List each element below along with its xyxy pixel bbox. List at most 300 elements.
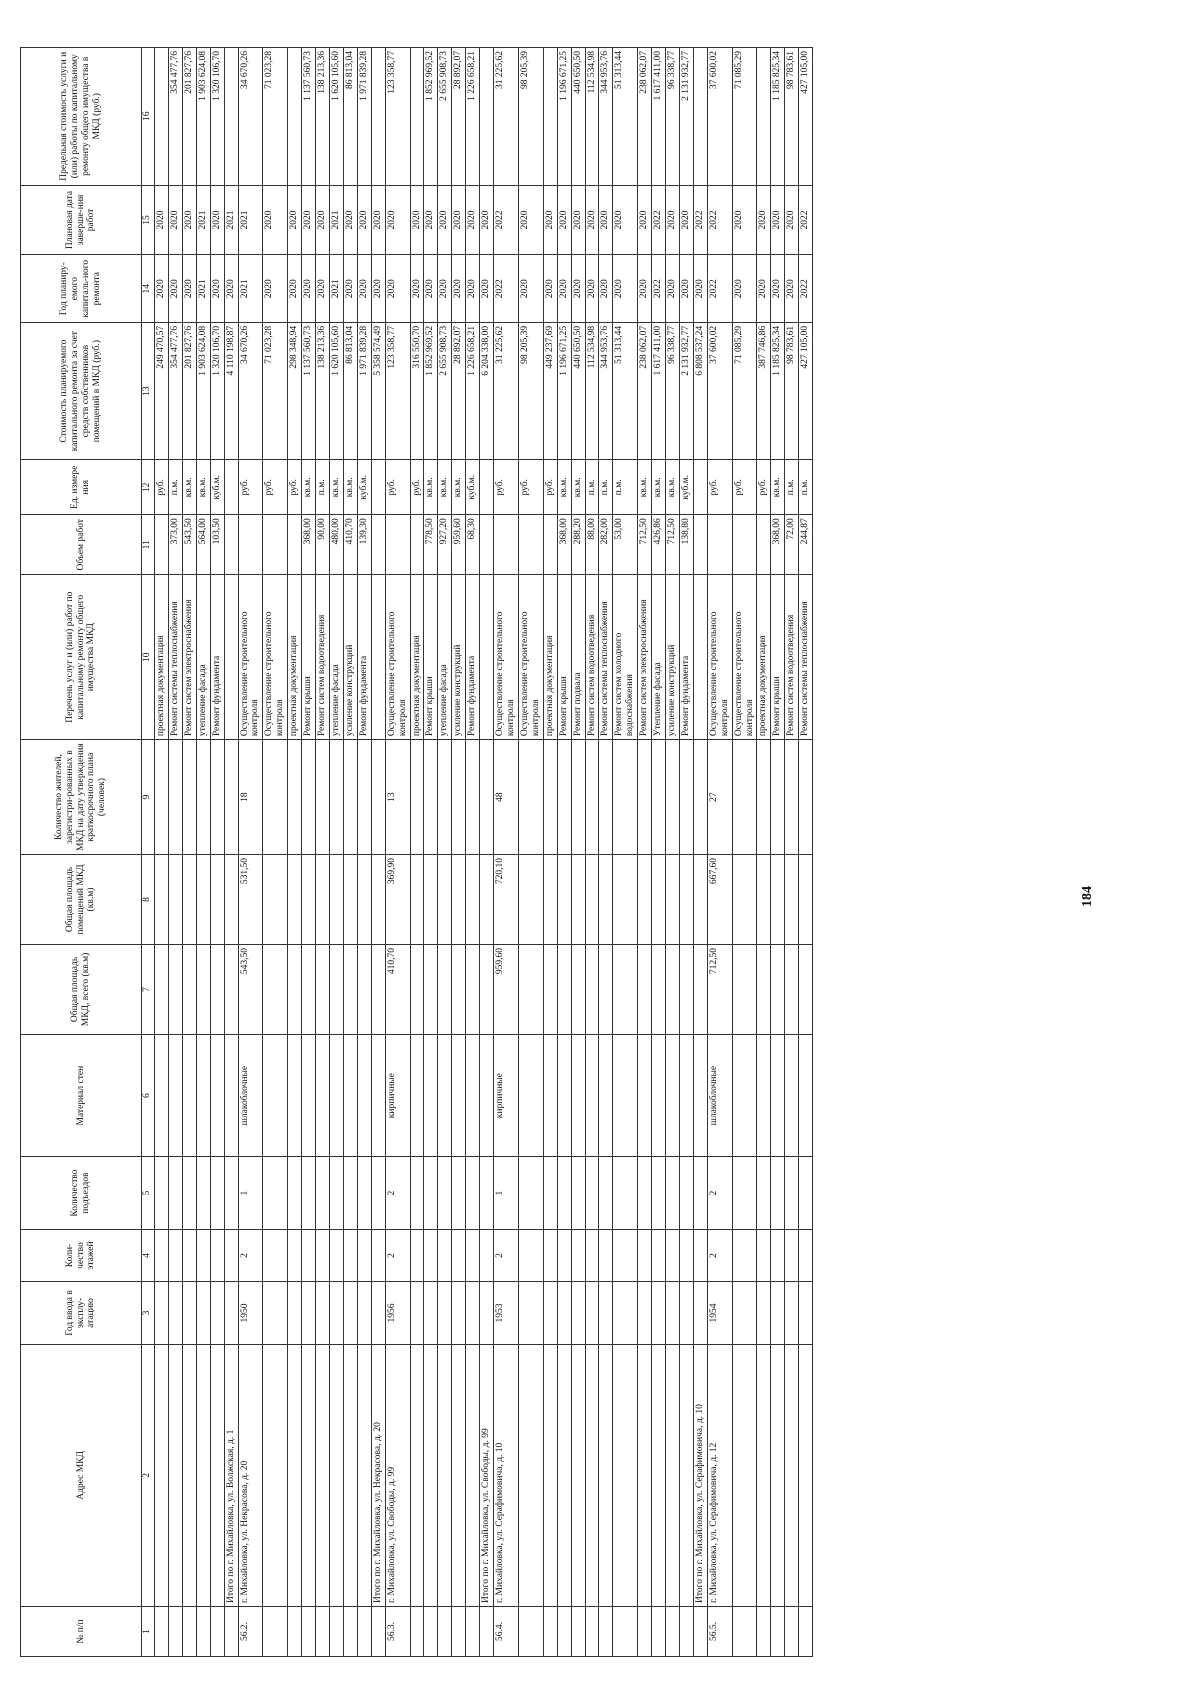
unit-cell: п.м. (785, 460, 799, 515)
cost-limit-cell: 51 313,44 (613, 48, 638, 186)
work-volume-cell (707, 515, 732, 575)
wall-material-cell (182, 1034, 196, 1156)
entrances-cell (799, 1157, 813, 1229)
year-built-cell (263, 1282, 288, 1344)
row-number-cell (466, 1607, 480, 1657)
row-number-cell (652, 1607, 666, 1657)
unit-cell: кв.м. (196, 460, 210, 515)
column-header: Ед. измере ния (21, 460, 142, 515)
unit-cell: п.м. (613, 460, 638, 515)
wall-material-cell (543, 1034, 557, 1156)
floors-cell (316, 1229, 330, 1281)
entrances-cell: 1 (238, 1157, 263, 1229)
cost-limit-cell (757, 48, 771, 186)
total-area-cell (196, 944, 210, 1034)
entrances-cell (518, 1157, 543, 1229)
total-area-cell (543, 944, 557, 1034)
floors-cell (263, 1229, 288, 1281)
table-row (385, 48, 410, 1657)
table-row (288, 48, 302, 1657)
floors-cell (196, 1229, 210, 1281)
plan-year-cell: 2020 (466, 255, 480, 322)
premises-area-cell (329, 855, 343, 945)
wall-material-cell (196, 1034, 210, 1156)
premises-area-cell (666, 855, 680, 945)
total-area-cell (638, 944, 652, 1034)
row-number-cell (799, 1607, 813, 1657)
residents-cell (452, 740, 466, 855)
year-built-cell (466, 1282, 480, 1344)
work-type-cell: Ремонт систем электроснабжения (638, 575, 652, 740)
cost-limit-cell: 31 225,62 (494, 48, 519, 186)
plan-year-cell: 2020 (371, 255, 385, 322)
table-row (466, 48, 480, 1657)
work-type-cell: утепление фасада (196, 575, 210, 740)
cost-cell: 51 313,44 (613, 322, 638, 459)
floors-cell (371, 1229, 385, 1281)
completion-year-cell: 2020 (385, 185, 410, 255)
unit-cell: п.м. (585, 460, 599, 515)
row-number-cell (571, 1607, 585, 1657)
year-built-cell (452, 1282, 466, 1344)
column-number: 15 (142, 185, 155, 255)
wall-material-cell (771, 1034, 785, 1156)
total-area-cell (316, 944, 330, 1034)
wall-material-cell (732, 1034, 757, 1156)
plan-year-cell: 2020 (638, 255, 652, 322)
cost-cell: 316 550,70 (410, 322, 424, 459)
cost-cell: 123 358,77 (385, 322, 410, 459)
unit-cell: руб. (518, 460, 543, 515)
plan-year-cell: 2020 (424, 255, 438, 322)
column-number: 12 (142, 460, 155, 515)
premises-area-cell (224, 855, 238, 945)
work-volume-cell: 368,00 (557, 515, 571, 575)
work-type-cell: Ремонт системы теплоснабжения (599, 575, 613, 740)
cost-cell: 427 105,00 (799, 322, 813, 459)
wall-material-cell (480, 1034, 494, 1156)
column-header: Коли-чество этажей (21, 1229, 142, 1281)
completion-year-cell: 2020 (666, 185, 680, 255)
floors-cell (585, 1229, 599, 1281)
completion-year-cell: 2022 (707, 185, 732, 255)
work-volume-cell: 68,30 (466, 515, 480, 575)
completion-year-cell: 2020 (679, 185, 693, 255)
work-volume-cell (385, 515, 410, 575)
table-row (543, 48, 557, 1657)
work-volume-cell: 288,20 (571, 515, 585, 575)
work-volume-cell: 712,50 (638, 515, 652, 575)
premises-area-cell (466, 855, 480, 945)
work-volume-cell (518, 515, 543, 575)
cost-limit-cell: 71 085,29 (732, 48, 757, 186)
premises-area-cell (652, 855, 666, 945)
completion-year-cell: 2020 (613, 185, 638, 255)
year-built-cell (693, 1282, 707, 1344)
unit-cell: п.м. (799, 460, 813, 515)
completion-year-cell: 2020 (357, 185, 371, 255)
entrances-cell (693, 1157, 707, 1229)
total-area-cell (613, 944, 638, 1034)
plan-year-cell: 2020 (385, 255, 410, 322)
column-header: № п/п (21, 1607, 142, 1657)
premises-area-cell (693, 855, 707, 945)
premises-area-cell (480, 855, 494, 945)
wall-material-cell (571, 1034, 585, 1156)
premises-area-cell (410, 855, 424, 945)
plan-year-cell: 2020 (410, 255, 424, 322)
cost-limit-cell: 86 813,04 (343, 48, 357, 186)
cost-limit-cell: 1 617 411,00 (652, 48, 666, 186)
entrances-cell (224, 1157, 238, 1229)
plan-year-cell: 2020 (302, 255, 316, 322)
completion-year-cell: 2020 (785, 185, 799, 255)
header-row (21, 48, 142, 1657)
completion-year-cell: 2021 (196, 185, 210, 255)
residents-cell (302, 740, 316, 855)
address-cell (543, 1344, 557, 1606)
plan-year-cell: 2020 (224, 255, 238, 322)
table-row (480, 48, 494, 1657)
address-cell (288, 1344, 302, 1606)
premises-area-cell (679, 855, 693, 945)
unit-cell: кв.м. (182, 460, 196, 515)
cost-cell: 1 226 658,21 (466, 322, 480, 459)
plan-year-cell: 2021 (329, 255, 343, 322)
wall-material-cell (666, 1034, 680, 1156)
unit-cell: п.м. (168, 460, 182, 515)
total-area-cell (518, 944, 543, 1034)
completion-year-cell: 2022 (494, 185, 519, 255)
residents-cell (757, 740, 771, 855)
column-number: 14 (142, 255, 155, 322)
total-area-cell (357, 944, 371, 1034)
entrances-cell (155, 1157, 169, 1229)
work-type-cell: проектная документация (155, 575, 169, 740)
column-header: Плановая дата заверше-ния работ (21, 185, 142, 255)
work-volume-cell: 373,00 (168, 515, 182, 575)
total-area-cell (571, 944, 585, 1034)
total-area-cell: 410,70 (385, 944, 410, 1034)
residents-cell (557, 740, 571, 855)
address-cell: Итого по г. Михайловка, ул. Волжская, д. 1 (224, 1344, 238, 1606)
wall-material-cell (210, 1034, 224, 1156)
wall-material-cell (466, 1034, 480, 1156)
row-number-cell (196, 1607, 210, 1657)
wall-material-cell (288, 1034, 302, 1156)
row-number-cell (666, 1607, 680, 1657)
table-row (224, 48, 238, 1657)
residents-cell (613, 740, 638, 855)
table-row (302, 48, 316, 1657)
residents-cell: 48 (494, 740, 519, 855)
completion-year-cell: 2020 (543, 185, 557, 255)
work-type-cell (693, 575, 707, 740)
work-type-cell (371, 575, 385, 740)
row-number-cell (182, 1607, 196, 1657)
completion-year-cell: 2020 (168, 185, 182, 255)
address-cell (196, 1344, 210, 1606)
year-built-cell: 1950 (238, 1282, 263, 1344)
address-cell (438, 1344, 452, 1606)
entrances-cell (452, 1157, 466, 1229)
floors-cell (557, 1229, 571, 1281)
address-cell: г. Михайловка, ул. Серафимовича, д. 10 (494, 1344, 519, 1606)
work-volume-cell: 564,00 (196, 515, 210, 575)
work-type-cell: проектная документация (410, 575, 424, 740)
year-built-cell (424, 1282, 438, 1344)
column-header: Материал стен (21, 1034, 142, 1156)
year-built-cell (771, 1282, 785, 1344)
floors-cell (693, 1229, 707, 1281)
premises-area-cell (263, 855, 288, 945)
work-volume-cell (757, 515, 771, 575)
wall-material-cell (518, 1034, 543, 1156)
floors-cell (452, 1229, 466, 1281)
row-number-cell (480, 1607, 494, 1657)
wall-material-cell: кирпичные (494, 1034, 519, 1156)
column-header: Общая площадь МКД, всего (кв.м) (21, 944, 142, 1034)
plan-year-cell: 2020 (438, 255, 452, 322)
unit-cell: руб. (238, 460, 263, 515)
premises-area-cell: 531,50 (238, 855, 263, 945)
address-cell (571, 1344, 585, 1606)
plan-year-cell: 2020 (452, 255, 466, 322)
table-row (263, 48, 288, 1657)
table-row (424, 48, 438, 1657)
table-row (238, 48, 263, 1657)
work-type-cell: Ремонт систем водоотведения (785, 575, 799, 740)
row-number-cell (771, 1607, 785, 1657)
plan-year-cell: 2020 (771, 255, 785, 322)
total-area-cell (652, 944, 666, 1034)
year-built-cell (182, 1282, 196, 1344)
column-number: 2 (142, 1344, 155, 1606)
work-volume-cell (288, 515, 302, 575)
total-area-cell (599, 944, 613, 1034)
floors-cell (466, 1229, 480, 1281)
work-type-cell: Ремонт систем водоотведения (316, 575, 330, 740)
row-number-cell (638, 1607, 652, 1657)
year-built-cell (666, 1282, 680, 1344)
year-built-cell (316, 1282, 330, 1344)
entrances-cell: 2 (385, 1157, 410, 1229)
work-type-cell: Ремонт систем электроснабжения (182, 575, 196, 740)
floors-cell (480, 1229, 494, 1281)
address-cell (357, 1344, 371, 1606)
cost-cell: 34 670,26 (238, 322, 263, 459)
year-built-cell (210, 1282, 224, 1344)
work-type-cell: Ремонт подвала (571, 575, 585, 740)
cost-cell: 138 213,36 (316, 322, 330, 459)
unit-cell (480, 460, 494, 515)
residents-cell (732, 740, 757, 855)
total-area-cell (785, 944, 799, 1034)
cost-limit-cell: 1 903 624,08 (196, 48, 210, 186)
wall-material-cell (613, 1034, 638, 1156)
total-area-cell (302, 944, 316, 1034)
plan-year-cell: 2020 (182, 255, 196, 322)
cost-limit-cell: 1 185 825,34 (771, 48, 785, 186)
year-built-cell (410, 1282, 424, 1344)
premises-area-cell (599, 855, 613, 945)
entrances-cell (168, 1157, 182, 1229)
completion-year-cell: 2020 (518, 185, 543, 255)
floors-cell (168, 1229, 182, 1281)
address-cell (329, 1344, 343, 1606)
table-row (707, 48, 732, 1657)
wall-material-cell (357, 1034, 371, 1156)
residents-cell (316, 740, 330, 855)
completion-year-cell: 2022 (799, 185, 813, 255)
total-area-cell (452, 944, 466, 1034)
cost-cell: 1 185 825,34 (771, 322, 785, 459)
address-cell: Итого по г. Михайловка, ул. Свободы, д. 99 (480, 1344, 494, 1606)
floors-cell (357, 1229, 371, 1281)
cost-limit-cell: 98 783,61 (785, 48, 799, 186)
row-number-cell: 56.5. (707, 1607, 732, 1657)
wall-material-cell (168, 1034, 182, 1156)
row-number-cell (357, 1607, 371, 1657)
address-cell (302, 1344, 316, 1606)
table-row (799, 48, 813, 1657)
year-built-cell (679, 1282, 693, 1344)
row-number-cell (438, 1607, 452, 1657)
cost-limit-cell (693, 48, 707, 186)
premises-area-cell (543, 855, 557, 945)
plan-year-cell: 2020 (599, 255, 613, 322)
total-area-cell (585, 944, 599, 1034)
address-cell: Итого по г. Михайловка, ул. Некрасова, д. 20 (371, 1344, 385, 1606)
address-cell (638, 1344, 652, 1606)
year-built-cell (757, 1282, 771, 1344)
wall-material-cell (652, 1034, 666, 1156)
cost-limit-cell: 427 105,00 (799, 48, 813, 186)
table-row (438, 48, 452, 1657)
plan-year-cell: 2022 (494, 255, 519, 322)
floors-cell: 2 (707, 1229, 732, 1281)
cost-cell: 96 338,77 (666, 322, 680, 459)
work-volume-cell: 410,70 (343, 515, 357, 575)
floors-cell (785, 1229, 799, 1281)
residents-cell (224, 740, 238, 855)
work-volume-cell (224, 515, 238, 575)
work-volume-cell: 138,80 (679, 515, 693, 575)
table-row (494, 48, 519, 1657)
cost-limit-cell: 201 827,76 (182, 48, 196, 186)
floors-cell (613, 1229, 638, 1281)
table-row (182, 48, 196, 1657)
table-row (518, 48, 543, 1657)
wall-material-cell (438, 1034, 452, 1156)
premises-area-cell (757, 855, 771, 945)
cost-cell: 37 600,02 (707, 322, 732, 459)
residents-cell (543, 740, 557, 855)
residents-cell (263, 740, 288, 855)
floors-cell (638, 1229, 652, 1281)
column-header: Перечень услуг и (или) работ по капитальному ремонту общего имущества МКД (21, 575, 142, 740)
address-cell (599, 1344, 613, 1606)
cost-limit-cell: 98 205,39 (518, 48, 543, 186)
cost-cell: 2 655 908,73 (438, 322, 452, 459)
completion-year-cell: 2020 (732, 185, 757, 255)
table-row (666, 48, 680, 1657)
work-type-cell: проектная документация (757, 575, 771, 740)
wall-material-cell (638, 1034, 652, 1156)
premises-area-cell (518, 855, 543, 945)
address-cell (316, 1344, 330, 1606)
table-row (210, 48, 224, 1657)
table-row (785, 48, 799, 1657)
total-area-cell (424, 944, 438, 1034)
cost-cell: 238 062,07 (638, 322, 652, 459)
address-cell (613, 1344, 638, 1606)
floors-cell (799, 1229, 813, 1281)
row-number-cell (329, 1607, 343, 1657)
table-row (771, 48, 785, 1657)
completion-year-cell: 2020 (302, 185, 316, 255)
total-area-cell: 959,60 (494, 944, 519, 1034)
row-number-cell: 56.3. (385, 1607, 410, 1657)
residents-cell (771, 740, 785, 855)
cost-cell: 6 808 537,24 (693, 322, 707, 459)
premises-area-cell (371, 855, 385, 945)
unit-cell: п.м. (599, 460, 613, 515)
work-volume-cell (238, 515, 263, 575)
completion-year-cell: 2020 (585, 185, 599, 255)
row-number-cell (732, 1607, 757, 1657)
work-type-cell: утепление фасада (438, 575, 452, 740)
unit-cell: кв.м. (452, 460, 466, 515)
completion-year-cell: 2020 (438, 185, 452, 255)
unit-cell: руб. (385, 460, 410, 515)
unit-cell (224, 460, 238, 515)
total-area-cell (666, 944, 680, 1034)
residents-cell (518, 740, 543, 855)
work-volume-cell: 72,00 (785, 515, 799, 575)
row-number-cell (224, 1607, 238, 1657)
total-area-cell (410, 944, 424, 1034)
work-type-cell: Осуществление строительного контроля (494, 575, 519, 740)
cost-cell: 440 650,50 (571, 322, 585, 459)
cost-limit-cell (371, 48, 385, 186)
cost-cell: 249 470,57 (155, 322, 169, 459)
work-volume-cell: 778,50 (424, 515, 438, 575)
floors-cell (210, 1229, 224, 1281)
residents-cell (599, 740, 613, 855)
year-built-cell (785, 1282, 799, 1344)
work-volume-cell: 368,00 (302, 515, 316, 575)
residents-cell (210, 740, 224, 855)
work-volume-cell (371, 515, 385, 575)
cost-cell: 1 971 839,28 (357, 322, 371, 459)
table-row (155, 48, 169, 1657)
plan-year-cell: 2020 (263, 255, 288, 322)
unit-cell: кв.м. (302, 460, 316, 515)
cost-cell: 71 085,29 (732, 322, 757, 459)
premises-area-cell (771, 855, 785, 945)
table-row (638, 48, 652, 1657)
premises-area-cell (168, 855, 182, 945)
work-type-cell: Ремонт системы теплоснабжения (799, 575, 813, 740)
work-volume-cell: 959,60 (452, 515, 466, 575)
work-volume-cell: 426,86 (652, 515, 666, 575)
residents-cell: 18 (238, 740, 263, 855)
completion-year-cell: 2021 (224, 185, 238, 255)
work-type-cell: Ремонт системы теплоснабжения (168, 575, 182, 740)
cost-limit-cell: 1 320 106,70 (210, 48, 224, 186)
total-area-cell (438, 944, 452, 1034)
